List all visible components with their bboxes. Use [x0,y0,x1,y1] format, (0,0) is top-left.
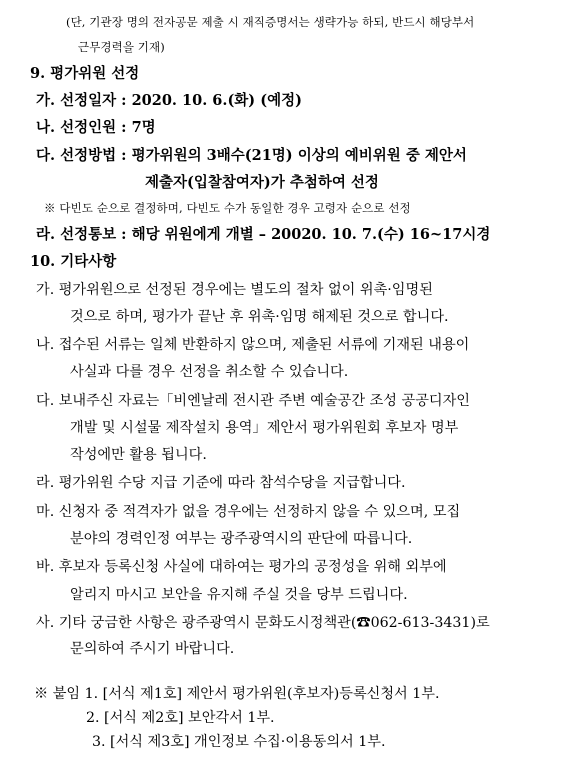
selection-count: 나. 선정인원 : 7명 [36,119,156,136]
attachment-1: ※ 붙임 1. [서식 제1호] 제안서 평가위원(후보자)등록신청서 1부. [34,686,440,702]
item-ga-line-2: 것으로 하며, 평가가 끝난 후 위촉·임명 해제된 것으로 합니다. [70,309,449,325]
item-ma-line-1: 마. 신청자 중 적격자가 없을 경우에는 선정하지 않을 수 있으며, 모집 [36,504,461,520]
item-ga-line-1: 가. 평가위원으로 선정된 경우에는 별도의 절차 없이 위촉·임명된 [36,282,433,298]
item-ba-line-2: 알리지 마시고 보안을 유지해 주실 것을 당부 드립니다. [70,587,408,603]
attachment-3: 3. [서식 제3호] 개인정보 수집·이용동의서 1부. [92,734,386,750]
item-da-line-1: 다. 보내주신 자료는「비엔날레 전시관 주변 예술공간 조성 공공디자인 [36,393,471,409]
selection-date: 가. 선정일자 : 2020. 10. 6.(화) (예정) [36,92,302,109]
item-ba-line-1: 바. 후보자 등록신청 사실에 대하여는 평가의 공정성을 위해 외부에 [36,559,447,575]
selection-notification: 라. 선정통보 : 해당 위원에게 개별 – 20020. 10. 7.(수) 16~17시경 [36,226,491,243]
note-line-1: (단, 기관장 명의 전자공문 제출 시 재직증명서는 생략가능 하되, 반드시 해당부서 [66,15,475,29]
item-na-line-2: 사실과 다를 경우 선정을 취소할 수 있습니다. [70,364,349,380]
section-9-heading: 9. 평가위원 선정 [30,65,140,82]
item-sa-line-1: 사. 기타 궁금한 사항은 광주광역시 문화도시정책관(☎062-613-3431)로 [36,615,490,631]
selection-method-note: ※ 다빈도 순으로 결정하며, 다빈도 수가 동일한 경우 고령자 순으로 선정 [44,201,411,215]
section-10-heading: 10. 기타사항 [30,253,117,270]
attachment-2: 2. [서식 제2호] 보안각서 1부. [86,710,275,726]
item-ma-line-2: 분야의 경력인정 여부는 광주광역시의 판단에 따릅니다. [70,531,413,547]
selection-method-line-1: 다. 선정방법 : 평가위원의 3배수(21명) 이상의 예비위원 중 제안서 [36,147,467,164]
item-sa-line-2: 문의하여 주시기 바랍니다. [70,641,235,657]
selection-method-line-2: 제출자(입찰참여자)가 추첨하여 선정 [145,174,379,191]
note-line-2: 근무경력을 기재) [78,40,165,54]
item-na-line-1: 나. 접수된 서류는 일체 반환하지 않으며, 제출된 서류에 기재된 내용이 [36,337,470,353]
item-ra: 라. 평가위원 수당 지급 기준에 따라 참석수당을 지급합니다. [36,475,406,491]
item-da-line-2: 개발 및 시설물 제작설치 용역」제안서 평가위원회 후보자 명부 [70,420,459,436]
item-da-line-3: 작성에만 활용 됩니다. [70,447,207,463]
